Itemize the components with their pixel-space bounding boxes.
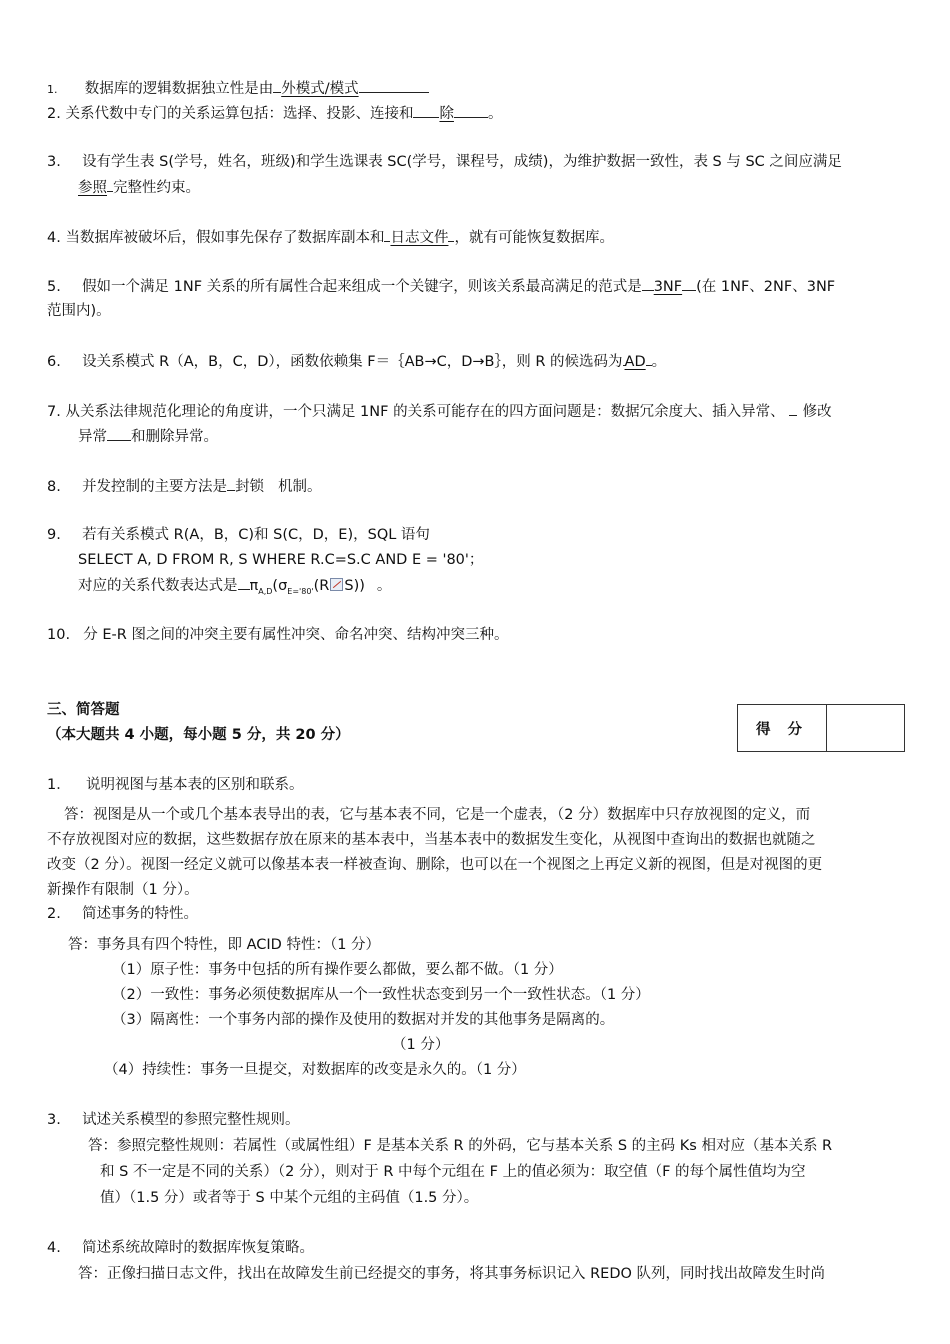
q5-text: 假如一个满足 1NF 关系的所有属性合起来组成一个关键字，则该关系最高满足的范式是: [82, 279, 642, 295]
q9-prefix: 对应的关系代数表达式是: [78, 578, 238, 594]
section-title: 三、简答题: [47, 702, 120, 718]
s3-answer-line1: 答：参照完整性规则：若属性（或属性组）F 是基本关系 R 的外码，它与基本关系 S 的主码 Ks 相对应（基本关系 R: [88, 1138, 833, 1154]
q2-answer: 除: [439, 106, 454, 122]
q1-answer: 外模式/模式: [281, 81, 359, 97]
s2-question: 简述事务的特性。: [82, 906, 199, 922]
s1-answer-line3: 改变（2 分）。视图一经定义就可以像基本表一样被查询、删除，也可以在一个视图之上再定义新的视图，但是对视图的更: [47, 857, 823, 873]
fill-q7-line2: [78, 426, 218, 447]
q9-sql: SELECT A, D FROM R, S WHERE R.C=S.C AND E = '80'；: [78, 552, 484, 568]
s2-point4: （4）持续性：事务一旦提交，对数据库的改变是永久的。（1 分）: [104, 1062, 526, 1078]
fill-q4: [47, 227, 614, 248]
s4-answer-line1: 答：正像扫描日志文件，找出在故障发生前已经提交的事务，将其事务标识记入 REDO 队列，同时找出故障发生时尚: [78, 1266, 826, 1282]
short-q1: [47, 775, 303, 795]
score-value: [827, 705, 904, 751]
q7-number: 7.: [47, 404, 61, 420]
s3-answer-line2: 和 S 不一定是不同的关系）（2 分），则对于 R 中每个元组在 F 上的值必须为：取空值（F 的每个属性值均为空: [100, 1164, 806, 1180]
short-q4: [47, 1238, 314, 1258]
fill-q5-line2: [47, 301, 111, 321]
score-label: 得 分: [738, 705, 827, 751]
fill-q5-line1: [47, 276, 835, 297]
fill-q6: [47, 351, 666, 372]
q1-text: 数据库的逻辑数据独立性是由: [84, 81, 274, 97]
fill-q8: [47, 476, 322, 497]
q9-sigma-sub: E='80': [287, 586, 314, 596]
q7-end: 和删除异常。: [131, 429, 218, 445]
s1-answer-line2: 不存放视图对应的数据，这些数据存放在原来的基本表中，当基本表中的数据发生变化，从视图中查询出的数据也就随之: [47, 832, 816, 848]
s2-point2: （2）一致性：事务必须使数据库从一个一致性状态变到另一个一致性状态。（1 分）: [112, 987, 650, 1003]
q9-number: 9.: [47, 527, 61, 543]
s2-point3-score: （1 分）: [392, 1037, 450, 1053]
q4-answer: 日志文件: [390, 230, 449, 246]
q7-answer-part2: 异常: [78, 429, 107, 445]
q9-end: 。: [376, 578, 392, 594]
q8-text: 并发控制的主要方法是: [82, 479, 228, 495]
s2-answer-intro: 答：事务具有四个特性，即 ACID 特性：（1 分）: [68, 937, 381, 953]
q5-end: (在 1NF、2NF、3NF: [696, 279, 836, 295]
fill-q1: [47, 78, 429, 100]
fill-q9-line1: [47, 525, 430, 545]
q1-number: 1.: [47, 83, 58, 96]
q2-text: 关系代数中专门的关系运算包括：选择、投影、连接和: [65, 106, 414, 122]
q4-text: 当数据库被破坏后，假如事先保存了数据库副本和: [65, 230, 385, 246]
s3-number: 3.: [47, 1112, 61, 1128]
q8-answer: 封锁: [235, 479, 265, 495]
q6-text: 设关系模式 R（A，B，C，D），函数依赖集 F＝｛AB→C，D→B｝，则 R 的候选码为: [82, 354, 623, 370]
q3-answer: 参照: [78, 180, 107, 196]
q4-end: ，就有可能恢复数据库。: [454, 230, 614, 246]
s2-point1: （1）原子性：事务中包括的所有操作要么都做，要么都不做。（1 分）: [112, 962, 563, 978]
q2-number: 2.: [47, 106, 61, 122]
section-subtitle: （本大题共 4 小题，每小题 5 分，共 20 分）: [47, 727, 350, 743]
q3-number: 3.: [47, 154, 61, 170]
q7-text: 从关系法律规范化理论的角度讲，一个只满足 1NF 的关系可能存在的四方面问题是：数据冗余度大、插入异常、: [65, 404, 785, 420]
fill-q2: [47, 103, 502, 124]
fill-q3-line2: [78, 177, 200, 198]
fill-q9-line3: [78, 575, 391, 602]
q8-number: 8.: [47, 479, 61, 495]
s4-question: 简述系统故障时的数据库恢复策略。: [82, 1240, 315, 1256]
join-icon: [330, 578, 343, 591]
short-q3: [47, 1110, 300, 1130]
q3-text: 设有学生表 S(学号，姓名，班级)和学生选课表 SC(学号，课程号，成绩)，为维护数据一致性，表 S 与 SC 之间应满足: [82, 154, 842, 170]
s1-number: 1．: [47, 777, 71, 793]
s1-answer-line4: 新操作有限制（1 分）。: [47, 882, 199, 898]
q4-number: 4.: [47, 230, 61, 246]
s2-point3: （3）隔离性：一个事务内部的操作及使用的数据对并发的其他事务是隔离的。: [112, 1012, 615, 1028]
q5-answer: 3NF: [653, 279, 683, 295]
fill-q3-line1: [47, 152, 842, 172]
q10-text: 分 E-R 图之间的冲突主要有属性冲突、命名冲突、结构冲突三种。: [83, 627, 509, 643]
q10-number: 10.: [47, 627, 71, 643]
s2-number: 2.: [47, 906, 61, 922]
q3-end: 完整性约束。: [113, 180, 200, 196]
fill-q7-line1: [47, 401, 832, 422]
q6-end: 。: [651, 354, 667, 370]
q5-line2: 范围内)。: [47, 303, 111, 319]
q6-number: 6.: [47, 354, 61, 370]
q9-pi-sub: A,D: [258, 586, 273, 596]
score-box: [737, 704, 905, 752]
q9-rel-s: S)): [344, 578, 365, 594]
q7-answer-part1: 修改: [802, 404, 832, 420]
s1-question: 说明视图与基本表的区别和联系。: [85, 777, 304, 793]
s4-number: 4.: [47, 1240, 61, 1256]
q9-pi: π: [249, 578, 259, 594]
q8-end: 机制。: [278, 479, 322, 495]
q9-text: 若有关系模式 R(A，B，C)和 S(C，D，E)，SQL 语句: [82, 527, 430, 543]
fill-q9-line2: [78, 550, 483, 570]
q5-number: 5.: [47, 279, 61, 295]
q9-sigma: (σ: [272, 578, 288, 594]
short-q2: [47, 904, 198, 924]
s3-question: 试述关系模型的参照完整性规则。: [82, 1112, 300, 1128]
q6-answer: AD: [624, 354, 646, 370]
q9-rel-r: (R: [313, 578, 330, 594]
q2-end: 。: [487, 106, 503, 122]
fill-q10: [47, 625, 508, 645]
s1-answer-line1: 答：视图是从一个或几个基本表导出的表，它与基本表不同，它是一个虚表，（2 分）数据库中只存放视图的定义，而: [64, 807, 811, 823]
s3-answer-line3: 值）（1.5 分）或者等于 S 中某个元组的主码值（1.5 分）。: [100, 1190, 479, 1206]
